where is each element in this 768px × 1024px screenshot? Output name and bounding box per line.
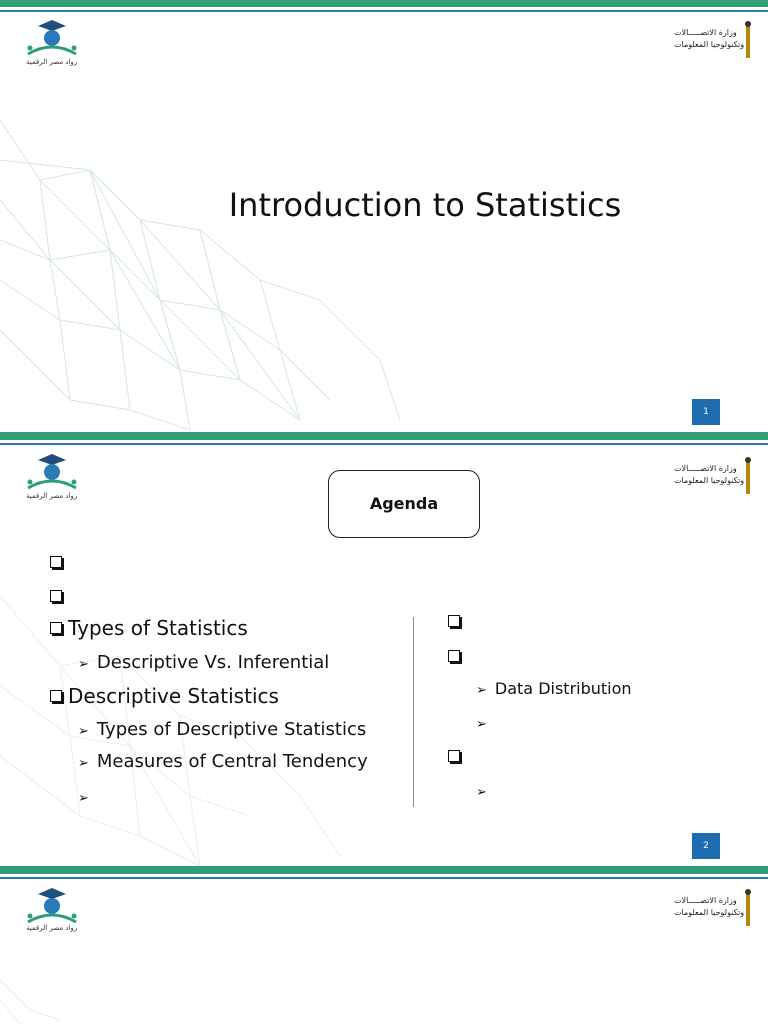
ministry-name-line2: وتكنولوجيا المعلومات — [674, 476, 745, 485]
agenda-item — [448, 647, 466, 668]
arrow-bullet-icon: ➢ — [476, 683, 487, 698]
agenda-item — [448, 747, 466, 768]
ministry-logo — [672, 456, 756, 498]
agenda-subitem — [476, 781, 495, 800]
agenda-subitem — [78, 786, 97, 807]
slide-2 — [0, 436, 768, 870]
arrow-bullet-icon: ➢ — [78, 756, 89, 771]
checkbox-bullet-icon — [50, 556, 62, 568]
slide-3 — [0, 870, 768, 1024]
arrow-bullet-icon: ➢ — [78, 657, 89, 672]
arrow-bullet-icon: ➢ — [78, 724, 89, 739]
ministry-emblem-icon — [742, 888, 754, 928]
agenda-subitem: ➢ Measures of Central Tendency — [78, 751, 368, 772]
agenda-subitem — [476, 713, 495, 732]
agenda-item: Types of Statistics — [50, 616, 248, 640]
agenda-item — [448, 612, 466, 633]
slide-1 — [0, 0, 768, 436]
checkbox-bullet-icon — [50, 622, 62, 634]
left-logo-caption: رواد مصر الرقمية — [26, 492, 78, 500]
ministry-logo — [672, 888, 756, 930]
agenda-item — [50, 584, 68, 608]
ministry-logo — [672, 20, 756, 62]
ministry-name-line1: وزارة الاتصـــــالات — [674, 464, 737, 473]
checkbox-bullet-icon — [448, 650, 460, 662]
ministry-name-line1: وزارة الاتصـــــالات — [674, 28, 737, 37]
agenda-subitem: ➢ Data Distribution — [476, 679, 632, 698]
arrow-bullet-icon: ➢ — [476, 785, 487, 800]
agenda-item — [50, 550, 68, 574]
agenda-item: Descriptive Statistics — [50, 684, 279, 708]
agenda-subitem: ➢ Descriptive Vs. Inferential — [78, 652, 330, 673]
ministry-emblem-icon — [742, 456, 754, 496]
agenda-heading-box: Agenda — [328, 470, 480, 538]
checkbox-bullet-icon — [448, 615, 460, 627]
arrow-bullet-icon: ➢ — [476, 717, 487, 732]
agenda-subitem: ➢ Types of Descriptive Statistics — [78, 719, 367, 740]
page-number-badge: 2 — [692, 833, 720, 859]
ministry-name-line2: وتكنولوجيا المعلومات — [674, 40, 745, 49]
left-logo-caption: رواد مصر الرقمية — [26, 58, 78, 66]
checkbox-bullet-icon — [448, 750, 460, 762]
ministry-emblem-icon — [742, 20, 754, 60]
column-divider — [413, 617, 414, 807]
ministry-name-line1: وزارة الاتصـــــالات — [674, 896, 737, 905]
checkbox-bullet-icon — [50, 690, 62, 702]
page-number-badge: 1 — [692, 399, 720, 425]
arrow-bullet-icon: ➢ — [78, 791, 89, 806]
slide-title: Introduction to Statistics — [228, 186, 622, 224]
left-logo-caption: رواد مصر الرقمية — [26, 924, 78, 932]
checkbox-bullet-icon — [50, 590, 62, 602]
ministry-name-line2: وتكنولوجيا المعلومات — [674, 908, 745, 917]
